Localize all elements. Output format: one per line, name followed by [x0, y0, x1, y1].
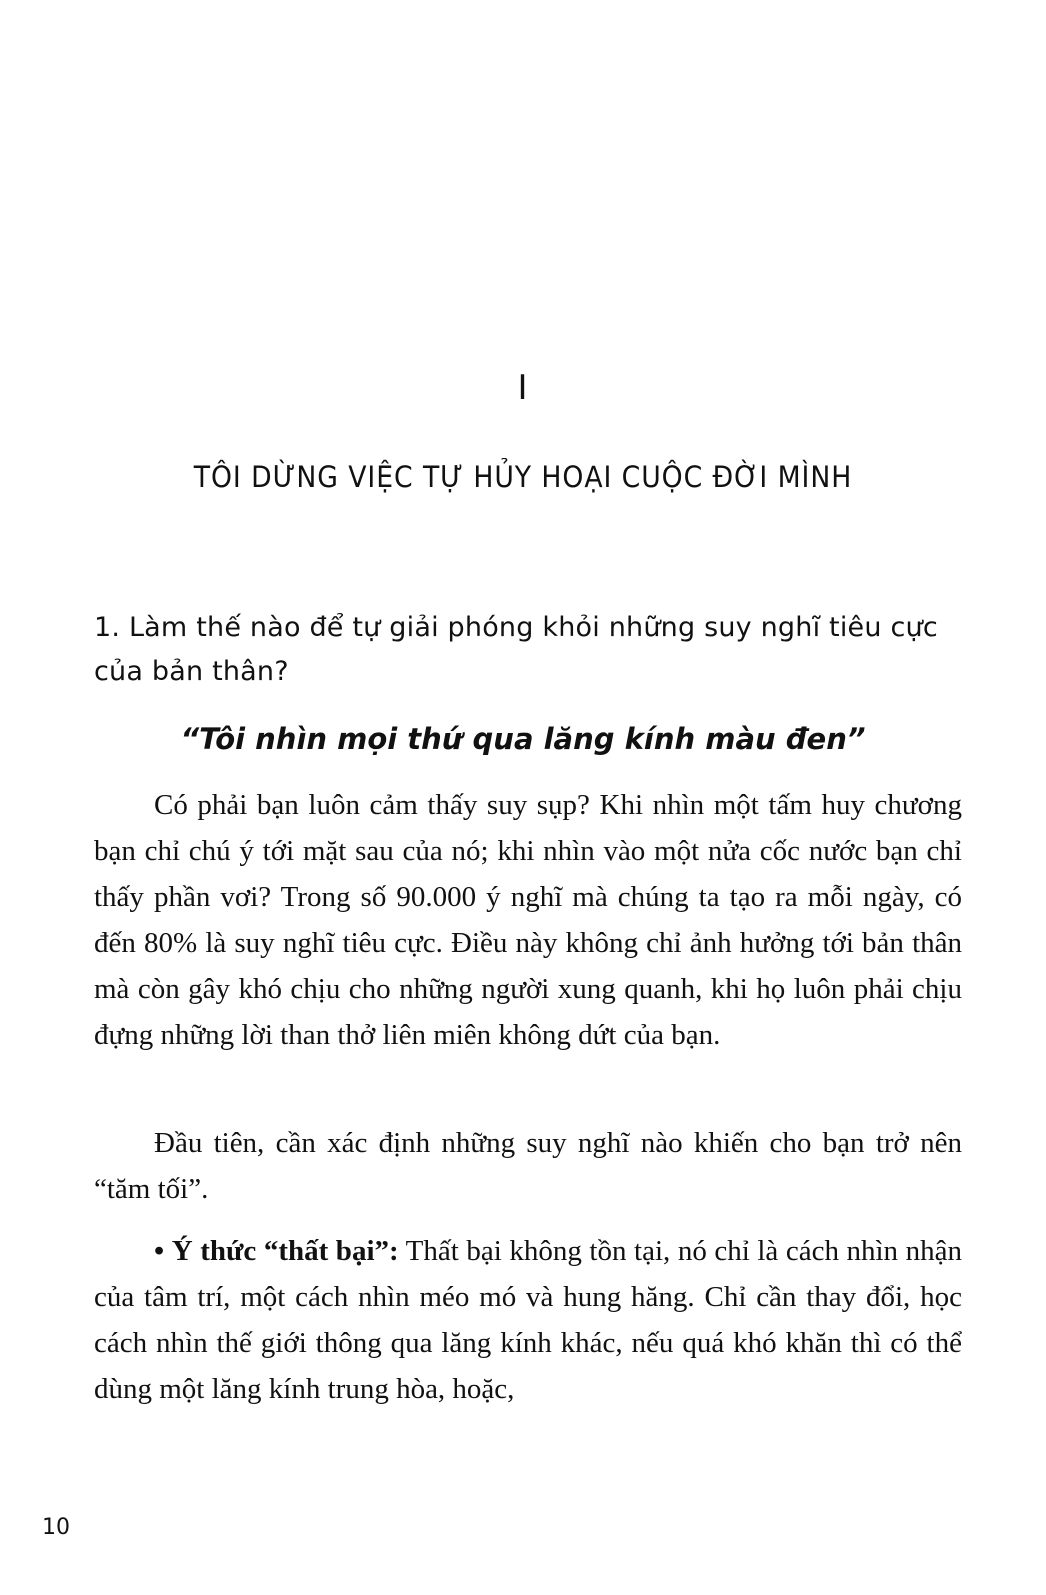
paragraph-bullet-failure: [94, 1228, 962, 1412]
paragraph-first-step: Đầu tiên, cần xác định những suy nghĩ nào khiến cho bạn trở nên “tăm tối”.: [94, 1127, 962, 1205]
bullet-text: Thất bại không tồn tại, nó chỉ là cách nhìn nhận của tâm trí, một cách nhìn méo mó và hung hăng. Chỉ cần thay đổi, học cách nhìn thế giới thông qua lăng kính khác, nếu quá khó khăn thì có thể dùng một lăng kính trung hòa, hoặc,: [94, 1235, 962, 1405]
chapter-title: TÔI DỪNG VIỆC TỰ HỦY HOẠI CUỘC ĐỜI MÌNH: [193, 460, 853, 494]
quote-title: “Tôi nhìn mọi thứ qua lăng kính màu đen”: [180, 722, 866, 756]
bullet-term: • Ý thức “thất bại”:: [154, 1235, 399, 1267]
page-number: 10: [42, 1515, 70, 1540]
section-heading: 1. Làm thế nào để tự giải phóng khỏi những suy nghĩ tiêu cực của bản thân?: [94, 612, 938, 687]
chapter-number: I: [517, 368, 529, 408]
paragraph-intro: Có phải bạn luôn cảm thấy suy sụp? Khi nhìn một tấm huy chương bạn chỉ chú ý tới mặt sau của nó; khi nhìn vào một nửa cốc nước bạn chỉ thấy phần vơi? Trong số 90.000 ý nghĩ mà chúng ta tạo ra mỗi ngày, có đến 80% là suy nghĩ tiêu cực. Điều này không chỉ ảnh hưởng tới bản thân mà còn gây khó chịu cho những người xung quanh, khi họ luôn phải chịu đựng những lời than thở liên miên không dứt của bạn.: [94, 789, 962, 1051]
